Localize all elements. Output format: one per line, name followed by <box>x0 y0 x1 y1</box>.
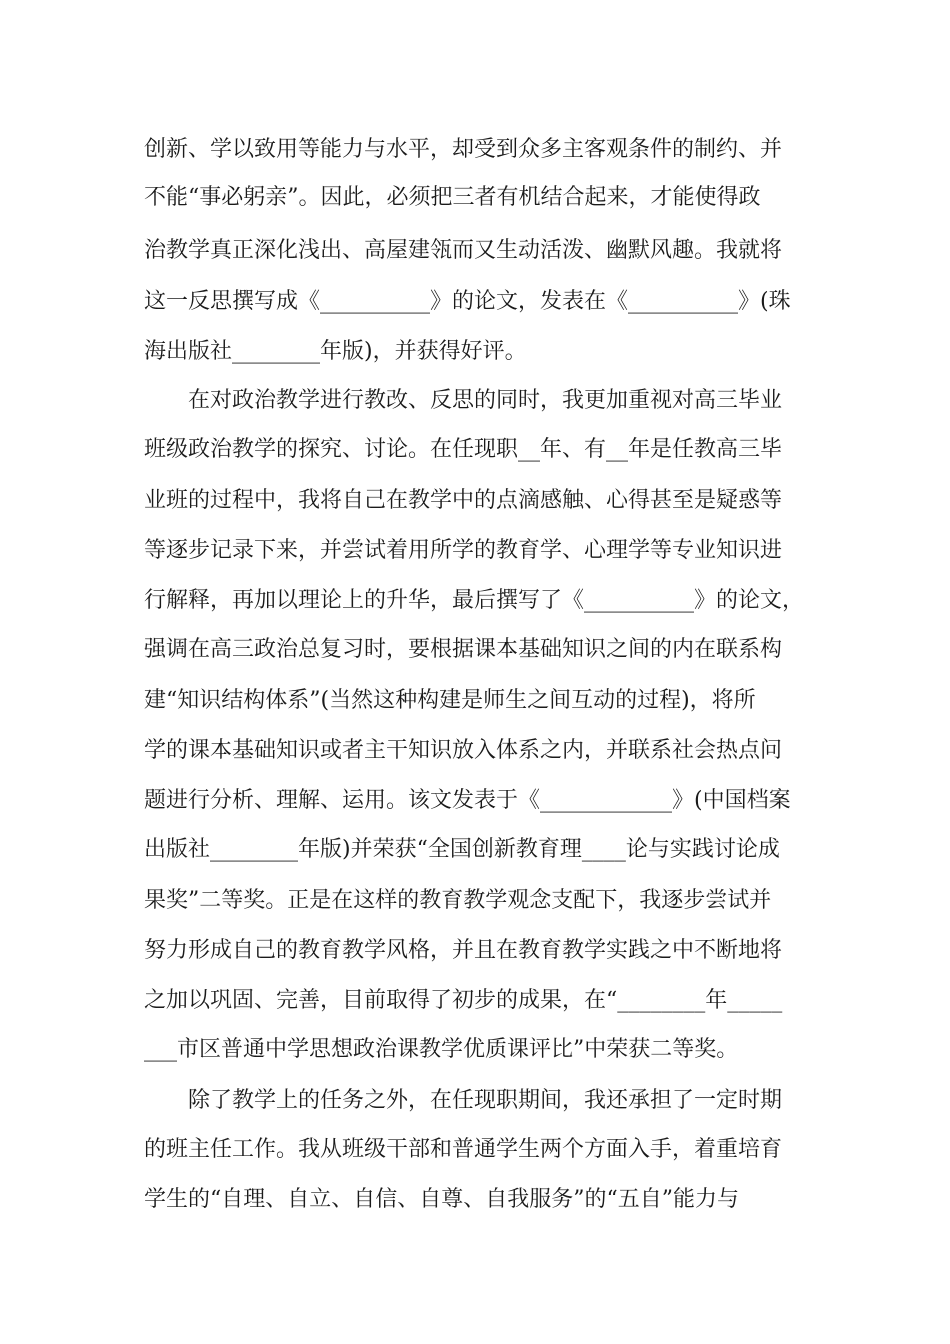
text-line: 在对政治教学进行教改、反思的同时，我更加重视对高三毕业 <box>188 388 783 413</box>
text-line: 强调在高三政治总复习时，要根据课本基础知识之间的内在联系构 <box>144 637 783 662</box>
text-line: 业班的过程中，我将自己在教学中的点滴感触、心得甚至是疑惑等 <box>144 488 783 513</box>
text-line: 这一反思撰写成《__________》的论文，发表在《__________》(珠 <box>144 289 791 314</box>
text-line: 治教学真正深化浅出、高屋建瓴而又生动活泼、幽默风趣。我就将 <box>144 238 783 263</box>
text-line: ___市区普通中学思想政治课教学优质课评比”中荣获二等奖。 <box>144 1037 739 1062</box>
text-line: 行解释，再加以理论上的升华，最后撰写了《__________》的论文， <box>144 588 805 613</box>
text-line: 之加以巩固、完善，目前取得了初步的成果，在“________年_____ <box>144 988 783 1013</box>
text-line: 努力形成自己的教育教学风格，并且在教育教学实践之中不断地将 <box>144 938 783 963</box>
text-line: 的班主任工作。我从班级干部和普通学生两个方面入手，着重培育 <box>144 1137 783 1162</box>
text-line: 建“知识结构体系”(当然这种构建是师生之间互动的过程)，将所 <box>144 688 756 713</box>
text-line: 学的课本基础知识或者主干知识放入体系之内，并联系社会热点问 <box>144 738 783 763</box>
text-line: 除了教学上的任务之外，在任现职期间，我还承担了一定时期 <box>188 1088 783 1113</box>
text-line: 班级政治教学的探究、讨论。在任现职__年、有__年是任教高三毕 <box>144 437 783 462</box>
text-line: 创新、学以致用等能力与水平，却受到众多主客观条件的制约、并 <box>144 137 783 162</box>
text-line: 题进行分析、理解、运用。该文发表于《____________》(中国档案 <box>144 788 791 813</box>
text-line: 出版社________年版)并荣获“全国创新教育理____论与实践讨论成 <box>144 837 780 862</box>
text-line: 学生的“自理、自立、自信、自尊、自我服务”的“五自”能力与 <box>144 1187 739 1212</box>
text-line: 等逐步记录下来，并尝试着用所学的教育学、心理学等专业知识进 <box>144 538 783 563</box>
text-line: 不能“事必躬亲”。因此，必须把三者有机结合起来，才能使得政 <box>144 185 761 210</box>
text-line: 海出版社________年版)，并获得好评。 <box>144 339 527 364</box>
text-line: 果奖”二等奖。正是在这样的教育教学观念支配下，我逐步尝试并 <box>144 888 772 913</box>
